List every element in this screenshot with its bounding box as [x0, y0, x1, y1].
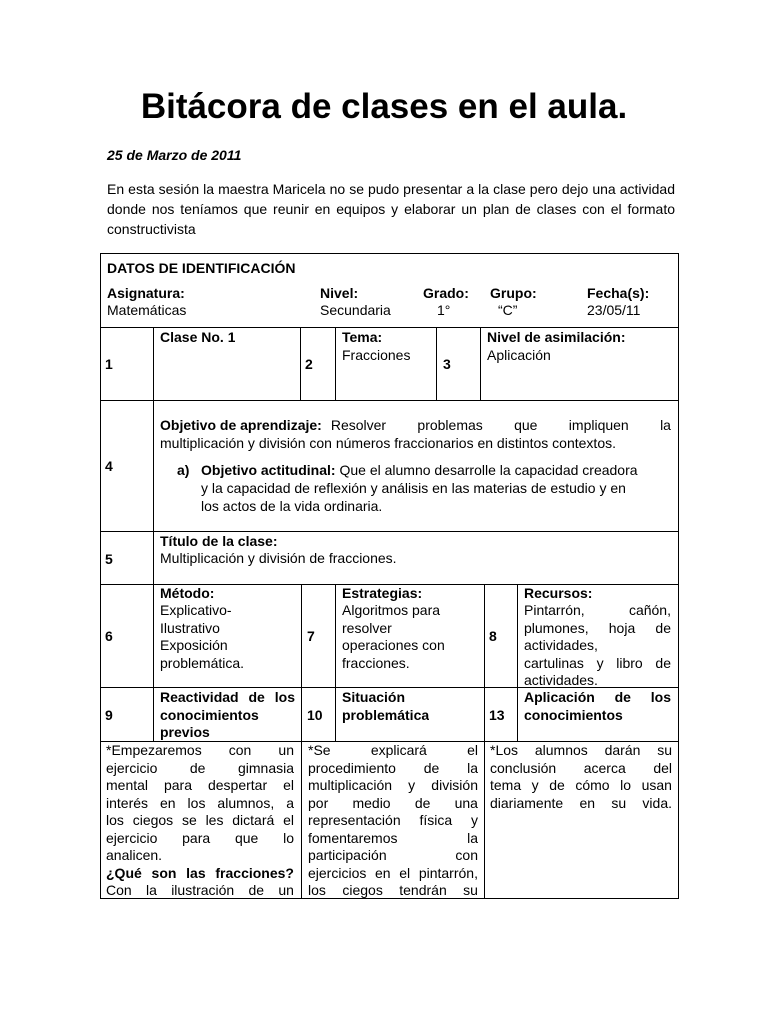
column-1-line	[106, 760, 294, 778]
column-2-line	[308, 882, 478, 898]
column-2-line	[308, 812, 478, 830]
word: de	[189, 759, 206, 776]
bottom-column-2	[308, 742, 478, 898]
grado-label: Grado:	[423, 285, 469, 301]
column-1-line	[106, 847, 294, 865]
word: Pintarrón,	[524, 602, 585, 618]
column-1-line	[106, 742, 294, 760]
column-3-line	[490, 777, 672, 795]
word: Resolver	[330, 417, 387, 433]
word: les	[205, 812, 224, 828]
row-number-6: 6	[105, 628, 113, 644]
titulo-clase-label: Título de la clase:	[160, 533, 278, 549]
recursos-line	[524, 672, 671, 690]
word: explicará	[370, 742, 427, 758]
word: despertar	[207, 777, 268, 793]
column-2-line	[308, 865, 478, 883]
metodo-value	[160, 602, 244, 672]
word: con	[228, 742, 252, 758]
word: división	[431, 777, 478, 793]
word: el	[399, 864, 411, 881]
word: en	[375, 864, 391, 881]
word: ¿Qué	[106, 864, 142, 881]
metodo-line: problemática.	[160, 654, 245, 671]
actitudinal-text-line-3: los actos de la vida ordinaria.	[201, 498, 383, 514]
fecha-label: Fecha(s):	[587, 285, 650, 301]
word: ejercicio	[106, 759, 158, 776]
word: mental	[106, 777, 149, 793]
word: de	[423, 759, 440, 776]
recursos-line	[524, 602, 671, 620]
word: cómo	[575, 777, 610, 793]
reactividad-line	[160, 689, 295, 707]
nivel-label: Nivel:	[320, 285, 359, 301]
word: vida.	[642, 794, 672, 811]
row-number-10: 10	[307, 707, 323, 723]
row-number-7: 7	[307, 628, 315, 644]
word: el	[467, 742, 478, 758]
asignatura-label: Asignatura:	[107, 285, 185, 301]
word: actividades,	[524, 637, 598, 653]
word: previos	[160, 724, 210, 740]
word: plumones,	[524, 619, 589, 636]
word: procedimiento	[308, 759, 396, 776]
actitudinal-line-1	[201, 462, 671, 480]
column-1-line	[106, 795, 294, 813]
word: del	[653, 759, 672, 776]
grado-value: 1°	[437, 302, 451, 318]
recursos-line	[524, 655, 671, 673]
word: y	[471, 812, 478, 828]
word: la	[467, 829, 478, 846]
row-number-2: 2	[305, 356, 313, 372]
estrategias-line: operaciones con	[342, 637, 445, 653]
word: se	[181, 812, 197, 828]
word: libro	[616, 654, 643, 671]
word: lo	[620, 777, 632, 793]
word: lo	[283, 829, 294, 846]
word: de	[614, 689, 631, 705]
objetivo-line-1	[160, 417, 671, 435]
word: dictará	[232, 812, 275, 828]
word: ciegos	[132, 812, 174, 828]
document-date: 25 de Marzo de 2011	[107, 147, 242, 163]
word: Con	[106, 882, 132, 898]
column-2-line	[308, 847, 478, 865]
grupo-value: “C”	[498, 302, 518, 318]
word: a	[286, 794, 294, 811]
actitudinal-text-line-1: Que el alumno desarrolle la capacidad creadora	[339, 462, 638, 478]
word: *Los	[490, 742, 519, 758]
actitudinal-label: Objetivo actitudinal:	[201, 462, 336, 478]
word: cañón,	[628, 602, 671, 618]
reactividad-heading	[160, 689, 295, 742]
word: conclusión	[490, 759, 557, 776]
word: para	[182, 829, 211, 846]
word: la	[145, 882, 157, 898]
word: representación	[308, 812, 401, 828]
word: la	[660, 417, 671, 433]
word: *Se	[308, 742, 331, 758]
word: su	[657, 742, 672, 758]
reactividad-line	[160, 724, 295, 742]
column-2-line	[308, 742, 478, 760]
row-number-8: 8	[489, 628, 497, 644]
asignatura-value: Matemáticas	[107, 302, 187, 318]
metodo-line: Explicativo-	[160, 602, 232, 618]
estrategias-line: Algoritmos para	[342, 602, 441, 618]
word: y	[408, 777, 416, 793]
column-1-line	[106, 882, 294, 898]
word: ciegos	[342, 882, 383, 898]
aplicacion-heading	[524, 689, 671, 724]
word: las	[186, 864, 206, 881]
objetivo-text-line-2: multiplicación y división con números fraccionarios en distintos contextos.	[160, 435, 616, 451]
estrategias-value	[342, 602, 445, 672]
row-number-5: 5	[105, 551, 113, 567]
column-2-line	[308, 830, 478, 848]
nivel-value: Secundaria	[320, 302, 391, 318]
word: su	[463, 882, 478, 898]
word: los	[106, 812, 124, 828]
word: Aplicación	[524, 689, 595, 705]
word: de	[655, 654, 671, 671]
column-1-line	[106, 865, 294, 883]
objetivo-label: Objetivo de aprendizaje:	[160, 417, 322, 433]
word: el	[283, 812, 294, 828]
word: de	[655, 619, 671, 636]
aplicacion-line	[524, 689, 671, 707]
objetivo-text-line-1	[331, 417, 671, 435]
word: gimnasia	[237, 759, 294, 776]
word: alumnos	[534, 742, 588, 758]
metodo-line: Ilustrativo	[160, 619, 220, 636]
column-3-line	[490, 795, 672, 813]
word: *Empezaremos	[106, 742, 202, 758]
word: el	[283, 777, 294, 793]
word: los	[274, 689, 295, 705]
word: un	[278, 882, 294, 898]
word: conocimientos	[524, 706, 623, 723]
tema-value: Fracciones	[342, 347, 411, 363]
word: fomentaremos	[308, 829, 398, 846]
column-1-line	[106, 777, 294, 795]
word: medio	[352, 794, 391, 811]
row-number-1: 1	[105, 356, 113, 372]
column-3-line	[490, 742, 672, 760]
word: y	[596, 654, 604, 671]
situacion-heading	[342, 689, 429, 724]
word: ejercicio	[106, 829, 158, 846]
word: impliquen	[568, 417, 629, 433]
word: para	[163, 777, 193, 793]
word: ejercicios	[308, 864, 367, 881]
word: usan	[641, 777, 672, 793]
word: su	[611, 794, 627, 811]
row-number-4: 4	[105, 458, 113, 474]
recursos-line	[524, 620, 671, 638]
word: actividades.	[524, 672, 598, 688]
word: y	[531, 777, 539, 793]
word: una	[454, 794, 478, 811]
word: cartulinas	[524, 654, 584, 671]
word: Reactividad	[160, 689, 239, 705]
titulo-clase-value: Multiplicación y división de fracciones.	[160, 550, 397, 566]
word: de	[248, 689, 265, 705]
word: acerca	[583, 759, 626, 776]
word: fracciones?	[215, 864, 294, 881]
actitudinal-marker: a)	[177, 462, 190, 478]
intro-paragraph: En esta sesión la maestra Maricela no se pudo presentar a la clase pero dejo una actividad donde nos teníamos que reunir en equipos y elaborar un plan de clases con el formato constructivista	[107, 181, 675, 237]
recursos-label: Recursos:	[524, 585, 593, 601]
identification-heading: DATOS DE IDENTIFICACIÓN	[107, 260, 296, 276]
estrategias-line: fracciones.	[342, 654, 410, 671]
bottom-column-3	[490, 742, 672, 898]
word: que	[234, 829, 259, 846]
word: física	[419, 812, 453, 828]
nivel-asimilacion-label: Nivel de asimilación:	[487, 329, 626, 345]
word: problemas	[417, 417, 483, 433]
word: analicen.	[106, 847, 163, 863]
word: darán	[604, 742, 641, 758]
word: multiplicación	[308, 777, 393, 793]
estrategias-line: resolver	[342, 619, 392, 636]
word: conocimientos	[160, 706, 259, 723]
word: hoja	[608, 619, 636, 636]
bottom-column-1	[106, 742, 294, 898]
reactividad-line	[160, 707, 295, 725]
metodo-line: Exposición	[160, 637, 228, 653]
word: un	[278, 742, 294, 758]
situacion-line: problemática	[342, 706, 430, 723]
column-2-line	[308, 760, 478, 778]
word: por	[308, 794, 329, 811]
word: los	[650, 689, 671, 705]
word: la	[467, 759, 478, 776]
column-1-line	[106, 830, 294, 848]
column-2-line	[308, 777, 478, 795]
column-1-line	[106, 812, 294, 830]
word: que	[514, 417, 538, 433]
situacion-line: Situación	[342, 689, 406, 705]
recursos-value	[524, 602, 671, 690]
row-number-3: 3	[443, 356, 451, 372]
word: de	[549, 777, 565, 793]
actitudinal-text-line-2: y la capacidad de reflexión y análisis en las materias de estudio y en	[201, 480, 626, 496]
page-title: Bitácora de clases en el aula.	[140, 87, 628, 126]
row-number-13: 13	[489, 707, 505, 723]
column-3-line	[490, 760, 672, 778]
word: participación	[308, 847, 387, 863]
word: de	[248, 882, 265, 898]
word: son	[151, 864, 177, 881]
metodo-label: Método:	[160, 585, 215, 601]
word: tendrán	[399, 882, 447, 898]
word: pintarrón,	[418, 864, 478, 881]
word: interés	[106, 794, 149, 811]
word: ilustración	[171, 882, 235, 898]
clase-label: Clase No. 1	[160, 329, 236, 345]
aplicacion-line	[524, 707, 671, 725]
recursos-line	[524, 637, 671, 655]
word: alumnos,	[217, 794, 275, 811]
tema-label: Tema:	[342, 329, 383, 345]
word: tema	[490, 777, 522, 793]
estrategias-label: Estrategias:	[342, 585, 423, 601]
row-number-9: 9	[105, 707, 113, 723]
column-2-line	[308, 795, 478, 813]
fecha-value: 23/05/11	[587, 302, 641, 318]
word: los	[308, 882, 326, 898]
word: en	[579, 794, 596, 811]
nivel-asimilacion-value: Aplicación	[487, 347, 551, 363]
word: los	[187, 794, 206, 811]
word: con	[455, 847, 478, 863]
word: de	[414, 794, 431, 811]
word: en	[160, 794, 176, 811]
grupo-label: Grupo:	[490, 285, 537, 301]
word: diariamente	[490, 794, 564, 811]
